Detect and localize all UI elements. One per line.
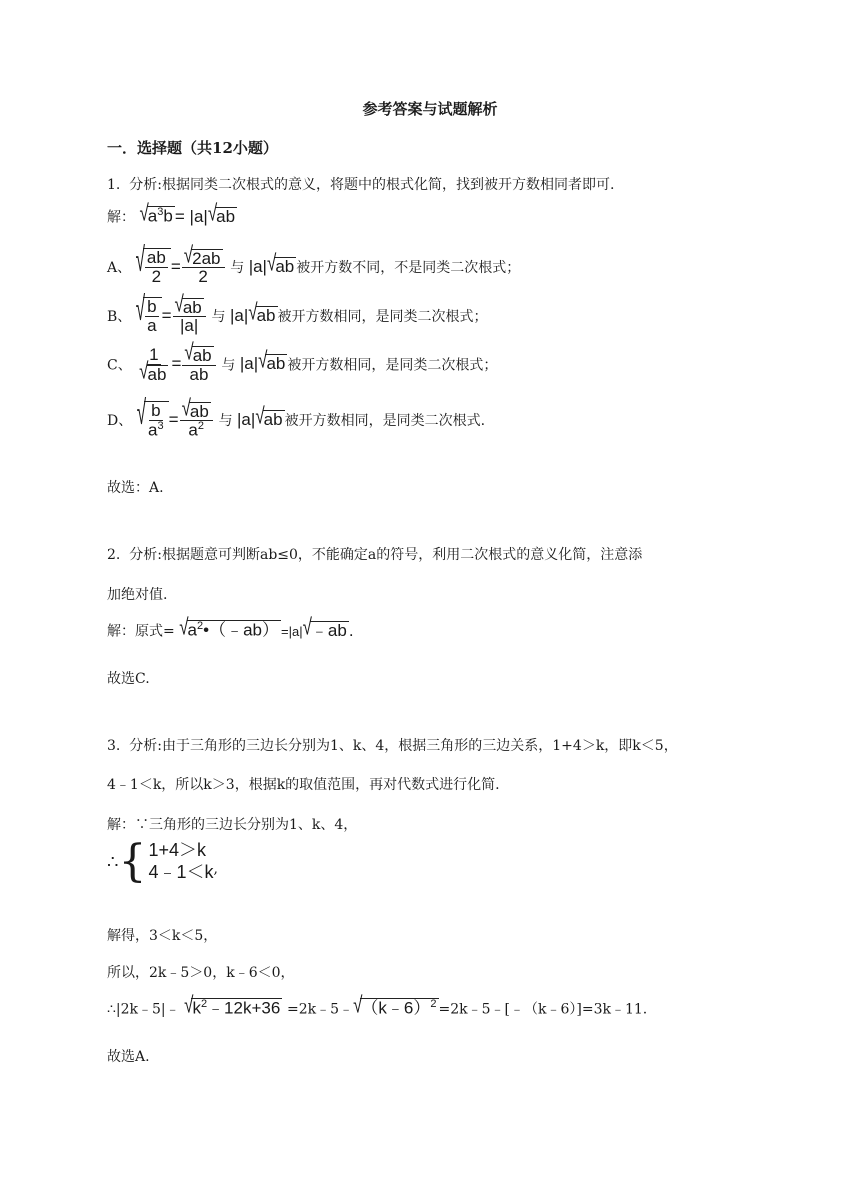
q3-solution-line1: 解：∵三角形的三边长分别为1、k、4， — [107, 817, 358, 833]
sqrt-icon: √ — [179, 613, 189, 640]
q1-solution: 解： $√a^3b = |a|√ab$ — [107, 199, 236, 226]
page-title: 参考答案与试题解析 — [362, 100, 498, 118]
sqrt-icon: √ — [266, 249, 277, 276]
sqrt-icon: √ — [248, 298, 258, 325]
sqrt-icon: √ — [181, 394, 191, 421]
q1-answer: 故选：A. — [107, 480, 164, 496]
sqrt-icon: √ — [183, 241, 194, 268]
q3-solved: 解得，3＜k＜5， — [107, 928, 218, 944]
q3-calculation: ∴|2k﹣5|﹣ $√k^2﹣12k+36$ =2k﹣5﹣√（k﹣6）$^2$ =2k﹣5﹣[﹣（k﹣6）]=3k﹣11. — [107, 991, 648, 1018]
sqrt-icon: √ — [258, 347, 268, 373]
sqrt-icon: √ — [207, 199, 218, 226]
q2-answer: 故选C. — [107, 671, 150, 687]
sqrt-icon: √ — [139, 199, 149, 226]
sqrt-icon: √ — [255, 403, 265, 429]
section-heading: 一．选择题（共12小题） — [107, 139, 278, 157]
q3-analysis-line2: 4﹣1＜k，所以k＞3，根据k的取值范围，再对代数式进行化简. — [107, 777, 500, 793]
q1-option-b: B、 √ $\frac{b}{a}$ = $\frac{√ab}{|a|}$ 与 |a|√ab 被开方数相同，是同类二次根式； — [107, 289, 488, 336]
sqrt-icon: √ — [353, 991, 363, 1018]
q3-answer: 故选A. — [107, 1049, 150, 1065]
q1-option-a: A、 √ $\frac{ab}{2}$ = $\frac{√2ab}{2}$ 与 |a|√ab 被开方数不同，不是同类二次根式； — [107, 240, 521, 287]
sqrt-icon: √ — [135, 240, 145, 279]
sqrt-icon: √ — [174, 290, 184, 317]
q1-solution-label: 解： — [107, 209, 135, 226]
q3-inequality-system: ∴ { 1+4＞k 4﹣1＜k , — [107, 836, 218, 887]
q2-analysis-line2: 加绝对值. — [107, 587, 168, 603]
q1-analysis: 1. 分析:根据同类二次根式的意义，将题中的根式化简，找到被开方数相同者即可. — [107, 177, 615, 193]
system-line-1: 1+4＞k — [148, 840, 206, 861]
sqrt-icon: √ — [135, 289, 146, 328]
left-brace-icon: { — [118, 836, 147, 887]
sqrt-icon: √ — [184, 991, 194, 1018]
q3-analysis-line1: 3. 分析:由于三角形的三边长分别为1、k、4，根据三角形的三边关系，1+4＞k，即k＜5， — [107, 738, 678, 754]
system-line-2: 4﹣1＜k — [148, 862, 214, 882]
sqrt-icon: √ — [184, 339, 194, 366]
sqrt-icon: √ — [302, 613, 312, 640]
q1-option-d: D、 √ $\frac{b}{a^3}$ = $\frac{√ab}{a^2}$ 与 |a|√ab 被开方数相同，是同类二次根式. — [107, 394, 486, 440]
q3-so: 所以，2k﹣5＞0，k﹣6＜0， — [107, 965, 295, 981]
sqrt-icon: √ — [136, 394, 147, 433]
sqrt-icon: √ — [139, 358, 149, 384]
q1-option-c: C、 $\frac{1}{√ab}$ = $\frac{√ab}{ab}$ 与 |a|√ab 被开方数相同，是同类二次根式； — [107, 339, 498, 384]
q2-analysis-line1: 2. 分析:根据题意可判断ab≤0，不能确定a的符号，利用二次根式的意义化简，注意添 — [107, 547, 643, 563]
q2-solution: 解：原式= $√a^2•(﹣ab)$ =|a|√﹣ab . — [107, 613, 354, 640]
